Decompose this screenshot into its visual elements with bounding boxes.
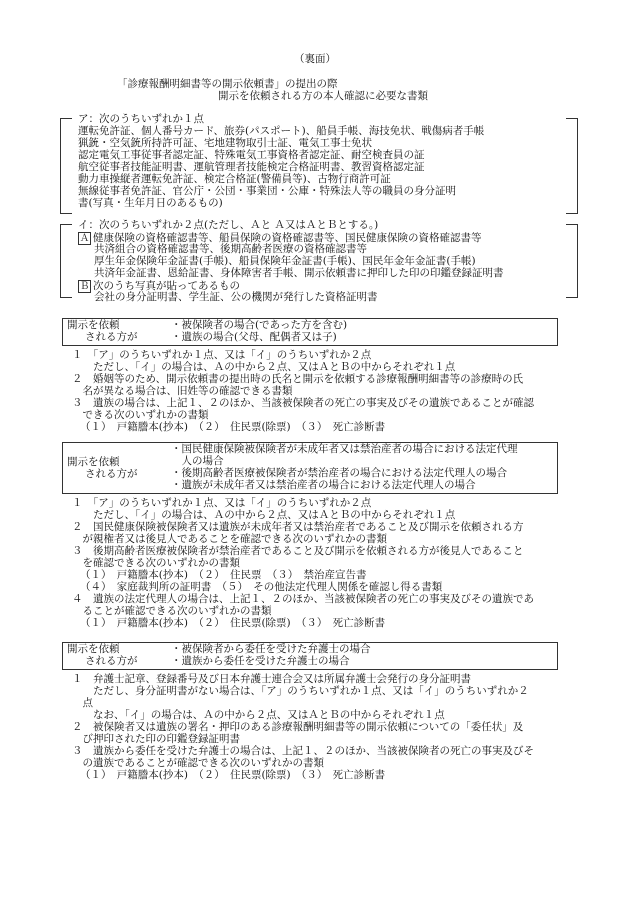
section2-case: ・国民健康保険被保険者が未成年者又は禁治産者の場合における法定代理 — [171, 443, 518, 455]
tag-a: Ａ — [79, 233, 90, 244]
section2-item: ３ 後期高齢者医療被保険者が禁治産者であること及び開示を依頼される方が後見人であること — [72, 545, 524, 557]
section2-item: が親権者又は後見人であることを確認できる次のいずれかの書類 — [72, 533, 387, 545]
section3-item: の遺族であることが確認できる次のいずれかの書類 — [72, 757, 324, 769]
tag-b: Ｂ — [79, 281, 90, 292]
section3-item: ただし、身分証明書がない場合は、「ア」のうちいずれか１点、又は「イ」のうちいずれか２ — [72, 685, 529, 697]
section2-item: ４ 遺族の法定代理人の場合は、上記１、２のほか、当該被保険者の死亡の事実及びその遺族であ — [72, 593, 534, 605]
group-a-line: 猟銃・空気銃所持許可証、宅地建物取引士証、電気工事士免状 — [78, 137, 372, 149]
section3-item: １ 弁護士記章、登録番号及び日本弁護士連合会又は所属弁護士会発行の身分証明書 — [72, 673, 471, 685]
section2-case: ・後期高齢者医療被保険者が禁治産者の場合における法定代理人の場合 — [171, 467, 507, 479]
section3-requester-box — [62, 642, 558, 670]
section3-item: （１） 戸籍謄本(抄本) （２） 住民票(除票) （３） 死亡診断書 — [80, 769, 386, 781]
title-line-1: 「診療報酬明細書等の開示依頼書」の提出の際 — [117, 78, 338, 90]
section1-label: 開示を依頼 — [67, 319, 120, 331]
section3-item: なお、「イ」の場合は、Ａの中から２点、又はＡとＢの中からそれぞれ１点 — [72, 709, 445, 721]
group-i-line-a: Ａ 健康保険の資格確認書等、船員保険の資格確認書等、国民健康保険の資格確認書等 — [79, 232, 482, 244]
section3-label: 開示を依頼 — [67, 643, 120, 655]
section1-item: ２ 婚姻等のため、開示依頼書の提出時の氏名と開示を依頼する診療報酬明細書等の診療時の氏 — [72, 373, 524, 385]
group-a-line: 動力車操縦者運転免許証、検定合格証(警備員等)、古物行商許可証 — [78, 173, 391, 185]
section3-label2: される方が — [85, 655, 138, 667]
group-i-line-a: 共済組合の資格確認書等、後期高齢者医療の資格確認書等 — [94, 243, 367, 255]
section1-item: ただし、「イ」の場合は、Ａの中から２点、又はＡとＢの中からそれぞれ１点 — [72, 361, 456, 373]
section3-case: ・遺族から委任を受けた弁護士の場合 — [171, 655, 350, 667]
section3-case: ・被保険者から委任を受けた弁護士の場合 — [171, 643, 371, 655]
group-i-line-b: Ｂ 次のうち写真が貼ってあるもの — [79, 280, 240, 292]
section2-requester-box — [62, 442, 558, 494]
section1-case: ・遺族の場合(父母、配偶者又は子) — [171, 331, 337, 343]
group-i-line-a: 共済年金証書、恩給証書、身体障害者手帳、開示依頼書に押印した印の印鑑登録証明書 — [94, 267, 504, 279]
section1-item: （１） 戸籍謄本(抄本) （２） 住民票(除票) （３） 死亡診断書 — [80, 421, 386, 433]
section1-item: 名が異なる場合は、旧姓等の確認できる書類 — [72, 385, 293, 397]
section1-item: ３ 遺族の場合は、上記１、２のほか、当該被保険者の死亡の事実及びその遺族であることが確認 — [72, 397, 534, 409]
section2-item: ただし、「イ」の場合は、Ａの中から２点、又はＡとＢの中からそれぞれ１点 — [72, 509, 456, 521]
section2-item: １ 「ア」のうちいずれか１点、又は「イ」のうちいずれか２点 — [72, 497, 372, 509]
section1-label2: される方が — [85, 331, 138, 343]
group-i-line-b: 会社の身分証明書、学生証、公の機関が発行した資格証明書 — [94, 291, 378, 303]
page-side-label: （裏面） — [294, 53, 336, 65]
group-a-line: 無線従事者免許証、官公庁・公団・事業団・公庫・特殊法人等の職員の身分証明 — [78, 185, 456, 197]
group-a-heading: ア：次のうちいずれか１点 — [78, 113, 204, 125]
title-line-2: 開示を依頼される方の本人確認に必要な書類 — [218, 90, 428, 102]
section1-item: できる次のいずれかの書類 — [72, 409, 209, 421]
section2-item: （１） 戸籍謄本(抄本) （２） 住民票(除票) （３） 死亡診断書 — [80, 617, 386, 629]
section2-label: 開示を依頼 — [67, 456, 120, 468]
section2-item: を確認できる次のいずれかの書類 — [72, 557, 240, 569]
section2-item: （１） 戸籍謄本(抄本) （２） 住民票 （３） 禁治産宣告書 — [80, 569, 367, 581]
section3-item: 点 — [72, 697, 93, 709]
group-a-line: 書(写真・生年月日のあるもの) — [78, 197, 223, 209]
group-a-line: 航空従事者技能証明書、運航管理者技能検定合格証明書、教習資格認定証 — [78, 161, 425, 173]
section2-case: 人の場合 — [171, 455, 224, 467]
section2-item: （４） 家庭裁判所の証明書 （５） その他法定代理人関係を確認し得る書類 — [80, 581, 443, 593]
group-i-line-a: 厚生年金保険年金証書(手帳)、船員保険年金証書(手帳)、国民年金年金証書(手帳) — [94, 255, 476, 267]
section2-item: ることが確認できる次のいずれかの書類 — [72, 605, 272, 617]
section1-item: １ 「ア」のうちいずれか１点、又は「イ」のうちいずれか２点 — [72, 349, 372, 361]
section3-item: び押印された印の印鑑登録証明書 — [72, 733, 240, 745]
group-a-line: 運転免許証、個人番号カード、旅券(パスポート)、船員手帳、海技免状、戦傷病者手帳 — [78, 125, 485, 137]
section2-case: ・遺族が未成年者又は禁治産者の場合における法定代理人の場合 — [171, 479, 476, 491]
section3-item: ２ 被保険者又は遺族の署名・押印のある診療報酬明細書等の開示依頼についての「委任状」及 — [72, 721, 524, 733]
section3-item: ３ 遺族から委任を受けた弁護士の場合は、上記１、２のほか、当該被保険者の死亡の事実及びそ — [72, 745, 534, 757]
section1-case: ・被保険者の場合(であった方を含む) — [171, 319, 348, 331]
group-a-line: 認定電気工事従事者認定証、特殊電気工事資格者認定証、耐空検査員の証 — [78, 149, 425, 161]
section1-requester-box — [62, 318, 558, 346]
section2-item: ２ 国民健康保険被保険者又は遺族が未成年者又は禁治産者であること及び開示を依頼される方 — [72, 521, 524, 533]
group-i-heading: イ：次のうちいずれか２点(ただし、Ａと Ａ又はＡとＢとする。) — [78, 219, 379, 231]
section2-label2: される方が — [85, 468, 138, 480]
